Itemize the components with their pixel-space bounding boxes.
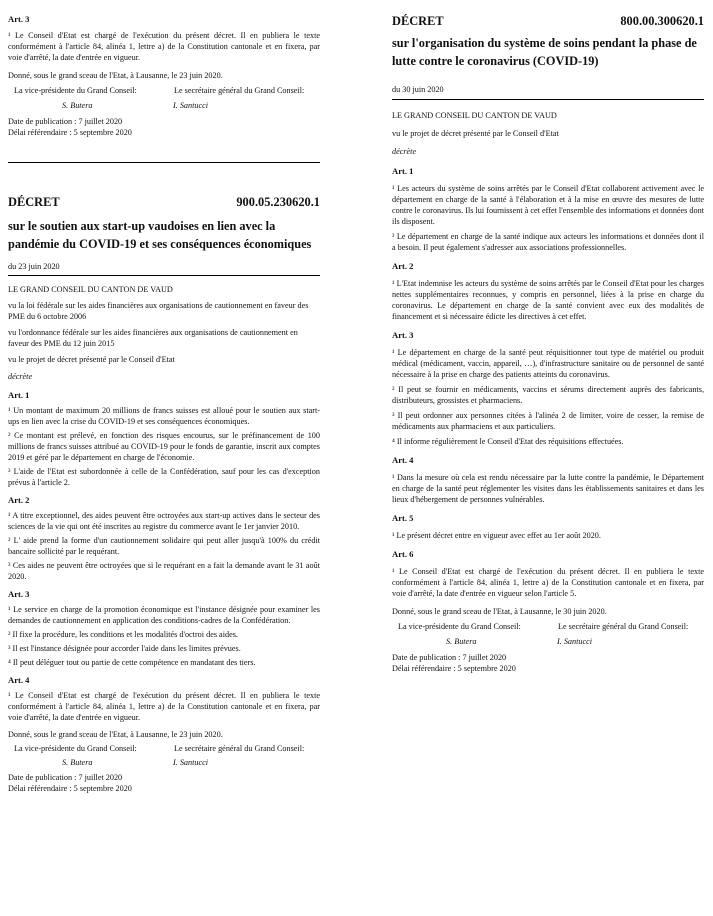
- council-line: LE GRAND CONSEIL DU CANTON DE VAUD: [392, 111, 557, 120]
- decrete-word: décrète: [8, 372, 33, 381]
- article-paragraph: ¹ Le Conseil d'Etat est chargé de l'exécution du présent décret. Il en publiera le texte conformément à l'article 84, alinéa 1, lettre a) de la Constitution cantonale et en fixera, par voie d'arrêté, la date d'entrée en vigueur selon l'article 5.: [392, 567, 704, 598]
- article-paragraph: ³ Il est l'instance désignée pour accorder l'aide dans les limites prévues.: [8, 644, 241, 653]
- referendum-delay: Délai référendaire : 5 septembre 2020: [392, 664, 516, 673]
- signature-row: [392, 621, 704, 632]
- decrete-word: décrète: [392, 147, 417, 156]
- title-divider: [8, 275, 320, 276]
- signature-names: [392, 636, 704, 647]
- article-paragraph: ³ Ces aides ne peuvent être octroyées que si le requérant en a fait la demande avant le 31 août 2020.: [8, 561, 320, 581]
- signature-right-title: Le secrétaire général du Grand Conseil:: [174, 744, 305, 753]
- article-paragraph: ¹ A titre exceptionnel, des aides peuvent être octroyées aux start-up actives dans le secteur des sciences de la vie qui ont été inscrites au registre du commerce avant le 1er janvier 2010.: [8, 511, 320, 531]
- signatory-right: I. Santucci: [173, 101, 209, 110]
- decree-date: du 30 juin 2020: [392, 85, 444, 94]
- article-paragraph: ¹ Les acteurs du système de soins arrêtés par le Conseil d'Etat collaborent activement avec le département en charge de la santé à l'élaboration et à la mise en œuvre des mesures de lutte contre le coronavirus. Ils lui fournissent à cet effet l'ensemble des informations et données dont ils disposent.: [392, 184, 704, 226]
- article-title: Art. 2: [392, 261, 414, 271]
- given-line: Donné, sous le grand sceau de l'Etat, à Lausanne, le 23 juin 2020.: [8, 71, 223, 80]
- article-paragraph: ¹ Le service en charge de la promotion économique est l'instance désignée pour examiner les demandes de cautionnement en application des conditions-cadres de la Confédération.: [8, 605, 320, 625]
- signature-row: [8, 743, 320, 754]
- decree-header: [8, 195, 320, 209]
- decree-label: DÉCRET: [392, 14, 444, 28]
- legal-basis: vu le projet de décret présenté par le Conseil d'Etat: [8, 355, 175, 364]
- article-title: Art. 5: [392, 513, 414, 523]
- publication-date: Date de publication : 7 juillet 2020: [8, 773, 123, 782]
- publication-date: Date de publication : 7 juillet 2020: [392, 653, 507, 662]
- decree-number: 900.05.230620.1: [236, 195, 320, 209]
- article-paragraph: ¹ Dans la mesure où cela est rendu nécessaire par la lutte contre la pandémie, le Département en charge de la santé peut réglementer les visites dans les établissements sanitaires et dans les lieux d'hébergement de personnes vulnérables.: [392, 473, 704, 504]
- legal-basis: vu le projet de décret présenté par le Conseil d'Etat: [392, 129, 559, 138]
- signature-left-title: La vice-présidente du Grand Conseil:: [14, 86, 137, 95]
- section-divider: [8, 162, 320, 163]
- title-divider: [392, 99, 704, 100]
- article-title: Art. 3: [8, 589, 30, 599]
- signature-left-title: La vice-présidente du Grand Conseil:: [398, 622, 521, 631]
- article-paragraph: ¹ Le Conseil d'Etat est chargé de l'exécution du présent décret. Il en publiera le texte conformément à l'article 84, alinéa 1, lettre a) de la Constitution cantonale et en fixera, par voie d'arrêté, la date d'entrée en vigueur.: [8, 691, 320, 722]
- decree-number: 800.00.300620.1: [620, 14, 704, 28]
- article-paragraph: ² Ce montant est prélevé, en fonction des risques encourus, sur le préfinancement de 100 millions de francs suisses attribué au COVID-19 pour le fonds de garantie, inscrit aux comptes 2019 et géré par le département en charge de l'économie.: [8, 431, 320, 462]
- decree-title: sur le soutien aux start-up vaudoises en lien avec la pandémie du COVID-19 et ses conséquences économiques: [8, 219, 312, 251]
- article-paragraph: ³ L'aide de l'Etat est subordonnée à celle de la Confédération, sauf pour les cas d'exception prévus à l'article 2.: [8, 467, 320, 487]
- article-paragraph: ² Il peut se fournir en médicaments, vaccins et sérums directement auprès des fabricants, distributeurs, grossistes et pharmaciens.: [392, 385, 704, 405]
- article-paragraph: ³ Il peut ordonner aux personnes citées à l'alinéa 2 de limiter, voire de cesser, la remise de médicaments aux pharmaciens et aux particuliers.: [392, 411, 704, 431]
- signatory-left: S. Butera: [62, 101, 93, 110]
- article-title: Art. 4: [8, 675, 30, 685]
- article-paragraph: ² L' aide prend la forme d'un cautionnement solidaire qui peut aller jusqu'à 100% du crédit bancaire sollicité par le requérant.: [8, 536, 320, 556]
- article-title: Art. 2: [8, 495, 30, 505]
- article-paragraph: ² Le département en charge de la santé indique aux acteurs les informations et données dont il a besoin. Il peut également s'adresser aux associations professionnelles.: [392, 232, 704, 252]
- article-title: Art. 6: [392, 549, 414, 559]
- referendum-delay: Délai référendaire : 5 septembre 2020: [8, 128, 132, 137]
- signature-right-title: Le secrétaire général du Grand Conseil:: [174, 86, 305, 95]
- article-title: Art. 4: [392, 455, 414, 465]
- signatory-right: I. Santucci: [173, 758, 209, 767]
- article-title: Art. 1: [8, 390, 30, 400]
- legal-basis: vu l'ordonnance fédérale sur les aides financières aux organisations de cautionnement en faveur des PME du 12 juin 2015: [8, 328, 298, 348]
- signature-row: [8, 85, 320, 96]
- previous-decree-end: [8, 14, 320, 138]
- article-paragraph: ¹ Le département en charge de la santé peut réquisitionner tout type de matériel ou produit médical (médicament, vaccin, appareil, …), d'infrastructure sanitaire ou de personnel de santé nécessaire à la prise en charge des patients atteints du coronavirus.: [392, 348, 704, 379]
- given-line: Donné, sous le grand sceau de l'Etat, à Lausanne, le 30 juin 2020.: [392, 607, 607, 616]
- signatory-left: S. Butera: [62, 758, 93, 767]
- article-paragraph: ¹ L'Etat indemnise les acteurs du système de soins arrêtés par le Conseil d'Etat pour les charges nettes supplémentaires reconnues, y compris en personnel, liées à la prise en charge du coronavirus. Le département en charge de la santé convient avec eux des modalités de financement et si nécessaire édicte les directives à cet effet.: [392, 279, 704, 321]
- article-text: ¹ Le Conseil d'Etat est chargé de l'exécution du présent décret. Il en publiera le texte conformément à l'article 84, alinéa 1, lettre a) de la Constitution cantonale et en fixera, par voie d'arrêté, la date d'entrée en vigueur.: [8, 31, 320, 62]
- signatory-right: I. Santucci: [557, 637, 593, 646]
- decree-title: sur l'organisation du système de soins pendant la phase de lutte contre le coronavirus (COVID-19): [392, 36, 697, 68]
- given-line: Donné, sous le grand sceau de l'Etat, à Lausanne, le 23 juin 2020.: [8, 730, 223, 739]
- article-paragraph: ⁴ Il peut déléguer tout ou partie de cette compétence en mandatant des tiers.: [8, 658, 256, 667]
- council-line: LE GRAND CONSEIL DU CANTON DE VAUD: [8, 285, 173, 294]
- decree-label: DÉCRET: [8, 195, 60, 209]
- legal-basis: vu la loi fédérale sur les aides financières aux organisations de cautionnement en faveur des PME du 6 octobre 2006: [8, 301, 309, 321]
- signatory-left: S. Butera: [446, 637, 477, 646]
- article-paragraph: ⁴ Il informe régulièrement le Conseil d'Etat des réquisitions effectuées.: [392, 437, 624, 446]
- article-title: Art. 3: [8, 14, 30, 24]
- article-paragraph: ² Il fixe la procédure, les conditions et les modalités d'octroi des aides.: [8, 630, 238, 639]
- signature-left-title: La vice-présidente du Grand Conseil:: [14, 744, 137, 753]
- article-title: Art. 1: [392, 166, 414, 176]
- article-paragraph: ¹ Le présent décret entre en vigueur avec effet au 1er août 2020.: [392, 531, 601, 540]
- decree-health: [392, 14, 704, 674]
- signature-names: [8, 100, 320, 111]
- referendum-delay: Délai référendaire : 5 septembre 2020: [8, 784, 132, 793]
- signature-names: [8, 757, 320, 768]
- decree-startup: [8, 195, 320, 794]
- article-paragraph: ¹ Un montant de maximum 20 millions de francs suisses est alloué pour le soutien aux start-ups en lien avec la crise du COVID-19 et ses conséquences économiques.: [8, 406, 320, 426]
- publication-date: Date de publication : 7 juillet 2020: [8, 117, 123, 126]
- article-title: Art. 3: [392, 330, 414, 340]
- decree-date: du 23 juin 2020: [8, 262, 60, 271]
- signature-right-title: Le secrétaire général du Grand Conseil:: [558, 622, 689, 631]
- decree-header: [392, 14, 704, 28]
